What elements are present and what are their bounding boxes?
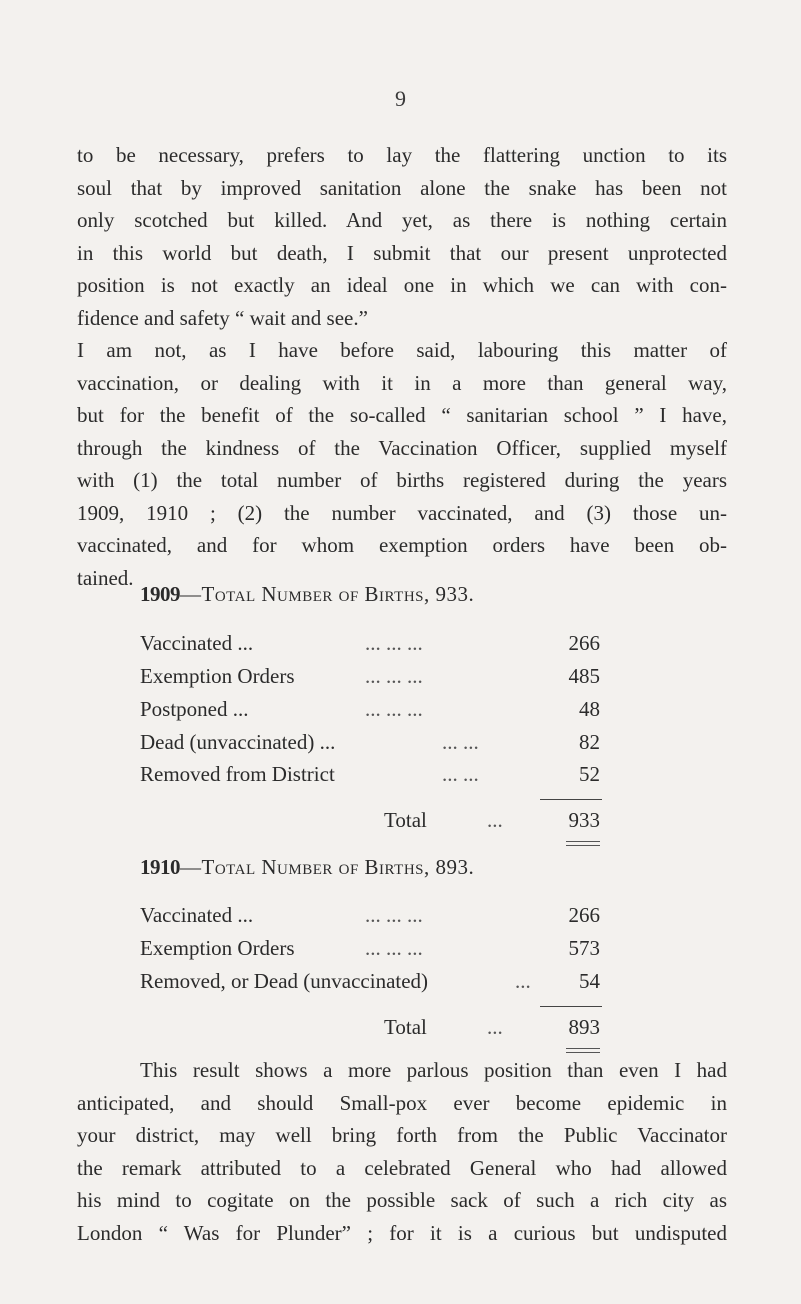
table-1910-row	[140, 936, 600, 968]
row-value: 266	[568, 903, 600, 927]
row-value: 266	[568, 631, 600, 655]
table-1910-year: 1910	[140, 855, 180, 879]
text-line: his mind to cogitate on the possible sack of such a rich city as	[77, 1188, 727, 1212]
row-value: 54	[579, 969, 600, 993]
total-value: 893	[568, 1015, 600, 1039]
text-line: I am not, as I have before said, labouring this matter of	[77, 338, 727, 362]
row-leader: ... ... ...	[365, 631, 423, 655]
total-label: Total	[384, 1015, 427, 1039]
row-value: 48	[579, 697, 600, 721]
row-value: 485	[568, 664, 600, 688]
row-label: Exemption Orders	[140, 936, 295, 960]
text-line: with (1) the total number of births registered during the years	[77, 468, 727, 492]
text-line: London “ Was for Plunder” ; for it is a curious but undisputed	[77, 1220, 727, 1245]
row-leader: ... ... ...	[365, 664, 423, 688]
row-label: Exemption Orders	[140, 664, 295, 688]
table-1910-total-row	[140, 1015, 600, 1047]
row-leader: ...	[487, 1015, 503, 1039]
text-line: only scotched but killed. And yet, as there is nothing certain	[77, 208, 727, 232]
text-line: anticipated, and should Small-pox ever become epidemic in	[77, 1090, 727, 1115]
double-rule	[566, 1048, 600, 1053]
table-1909-title: —Total Number of Births, 933.	[180, 582, 475, 606]
paragraph-2	[77, 334, 727, 594]
total-label: Total	[384, 808, 427, 832]
text-line: but for the benefit of the so-called “ sanitarian school ” I have,	[77, 403, 727, 427]
total-value: 933	[568, 808, 600, 832]
row-value: 82	[579, 730, 600, 754]
sum-rule	[540, 799, 602, 800]
text-line: vaccination, or dealing with it in a more than general way,	[77, 370, 727, 395]
table-1909-row	[140, 697, 600, 729]
text-line: position is not exactly an ideal one in which we can with con-	[77, 273, 727, 297]
sum-rule	[540, 1006, 602, 1007]
text-line: This result shows a more parlous position than even I had	[140, 1058, 727, 1082]
table-1909-row	[140, 631, 600, 663]
row-leader: ... ... ...	[365, 903, 423, 927]
table-1910-row	[140, 903, 600, 935]
row-leader: ... ...	[442, 730, 479, 754]
text-line: vaccinated, and for whom exemption orders have been ob-	[77, 533, 727, 557]
text-line: 1909, 1910 ; (2) the number vaccinated, and (3) those un-	[77, 500, 727, 525]
row-label: Removed from District	[140, 762, 335, 786]
row-label: Vaccinated ...	[140, 903, 254, 927]
row-label: Vaccinated ...	[140, 631, 254, 655]
table-1909-row	[140, 664, 600, 696]
text-line: your district, may well bring forth from the Public Vaccinator	[77, 1123, 727, 1147]
text-line: in this world but death, I submit that our present unprotected	[77, 240, 727, 265]
text-line: fidence and safety “ wait and see.”	[77, 305, 368, 330]
table-1909-heading	[140, 582, 474, 607]
row-leader: ...	[515, 969, 531, 993]
table-1909-row	[140, 762, 600, 794]
table-1909-row	[140, 730, 600, 762]
table-1910-title: —Total Number of Births, 893.	[180, 855, 475, 879]
text-line: the remark attributed to a celebrated General who had allowed	[77, 1155, 727, 1180]
paragraph-1	[77, 139, 727, 334]
text-line: through the kindness of the Vaccination Officer, supplied myself	[77, 435, 727, 460]
row-label: Postponed ...	[140, 697, 249, 721]
text-line: to be necessary, prefers to lay the flattering unction to its	[77, 143, 727, 167]
table-1909-year: 1909	[140, 582, 180, 606]
table-1910-row	[140, 969, 600, 1001]
double-rule	[566, 841, 600, 846]
row-value: 573	[568, 936, 600, 960]
row-leader: ... ... ...	[365, 697, 423, 721]
row-label: Removed, or Dead (unvaccinated)	[140, 969, 429, 993]
row-leader: ...	[487, 808, 503, 832]
table-1909-total-row	[140, 808, 600, 840]
row-value: 52	[579, 762, 600, 786]
paragraph-3	[77, 1054, 727, 1249]
text-line: soul that by improved sanitation alone the snake has been not	[77, 175, 727, 200]
page-number: 9	[395, 86, 406, 111]
text-line: tained.	[77, 565, 134, 590]
row-label: Dead (unvaccinated) ...	[140, 730, 336, 754]
table-1910-heading	[140, 855, 474, 880]
row-leader: ... ...	[442, 762, 479, 786]
row-leader: ... ... ...	[365, 936, 423, 960]
